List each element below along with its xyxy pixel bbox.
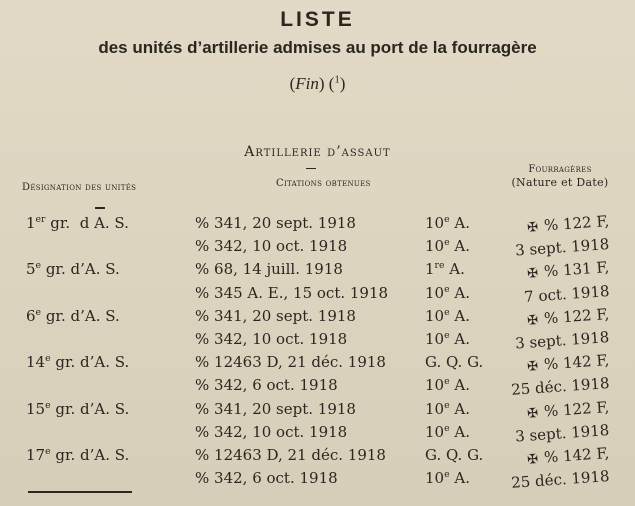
- army-unit: [425, 376, 470, 394]
- army-unit: [425, 400, 470, 418]
- unit-ordinal: e: [45, 353, 51, 365]
- unit-number: 14: [26, 353, 46, 372]
- army-number: 10: [425, 376, 445, 395]
- header-fourrageres-line1: Fourragères: [528, 164, 592, 175]
- fourragere-text: % 142 F,: [543, 351, 610, 374]
- army-number: 10: [425, 469, 445, 488]
- unit-designation: [26, 446, 129, 464]
- section-title: Artillerie d’assaut: [244, 144, 391, 160]
- unit-number: 15: [26, 399, 46, 418]
- fourragere: [514, 328, 609, 353]
- unit-ordinal: er: [35, 214, 46, 225]
- army-label: A.: [449, 283, 470, 302]
- citation: % 68, 14 juill. 1918: [195, 260, 343, 279]
- croix-de-guerre-icon: ✠: [526, 451, 539, 468]
- army-unit: [425, 423, 470, 441]
- fourragere: [526, 351, 609, 375]
- fourragere: [510, 467, 609, 492]
- army-unit: [425, 214, 470, 232]
- unit-name: gr. d’A. S.: [41, 306, 120, 325]
- army-number: G. Q. G.: [425, 353, 484, 372]
- army-label: A.: [449, 422, 470, 441]
- header-citations: Citations obtenues: [276, 178, 371, 189]
- fourragere-text: 3 sept. 1918: [514, 235, 610, 260]
- unit-name: gr. d’A. S.: [50, 446, 130, 464]
- page-subtitle: des unités d’artillerie admises au port de la fourragère: [98, 38, 537, 57]
- unit-designation: [26, 400, 129, 418]
- fourragere: [526, 305, 609, 329]
- army-ordinal: e: [444, 283, 450, 295]
- citation: % 341, 20 sept. 1918: [195, 306, 356, 325]
- unit-designation: [26, 260, 120, 278]
- fourragere: [523, 282, 610, 306]
- citation: % 345 A. E., 15 oct. 1918: [195, 283, 389, 302]
- army-number: 10: [425, 283, 445, 302]
- continuation-note: (Fin) ($^1$): [289, 74, 346, 93]
- unit-designation: [26, 353, 129, 371]
- unit-designation: [26, 307, 120, 325]
- fourragere-text: % 122 F,: [543, 304, 610, 328]
- fourragere-text: % 122 F,: [543, 397, 610, 421]
- citation: % 12463 D, 21 déc. 1918: [195, 446, 386, 464]
- header-units: Désignation des unités: [22, 182, 137, 193]
- unit-name: gr. d’A. S.: [50, 399, 130, 418]
- army-number: 10: [425, 214, 445, 232]
- army-ordinal: e: [444, 237, 450, 249]
- army-number: 10: [425, 306, 445, 325]
- army-unit: [425, 237, 470, 255]
- fourragere: [514, 421, 609, 446]
- army-label: A.: [449, 376, 470, 395]
- army-unit: [425, 284, 470, 302]
- citation: % 342, 10 oct. 1918: [195, 422, 348, 441]
- fourragere-text: % 131 F,: [543, 258, 610, 281]
- header-fourrageres-line2: (Nature et Date): [511, 176, 609, 189]
- army-number: 1: [425, 260, 435, 279]
- page-title: LISTE: [280, 8, 355, 31]
- unit-ordinal: e: [45, 399, 51, 411]
- army-number: G. Q. G.: [425, 446, 484, 464]
- army-ordinal: e: [444, 399, 450, 411]
- citation: % 341, 20 sept. 1918: [195, 214, 356, 232]
- army-unit: [425, 260, 465, 278]
- unit-name: gr. d A. S.: [45, 214, 129, 232]
- army-ordinal: re: [434, 260, 445, 272]
- army-label: A.: [449, 214, 470, 232]
- army-number: 10: [425, 237, 445, 256]
- croix-de-guerre-icon: ✠: [526, 405, 539, 422]
- unit-number: 6: [26, 306, 36, 325]
- footnote-ref: 1: [334, 74, 340, 86]
- unit-number: 1: [26, 214, 36, 232]
- unit-name: gr. d’A. S.: [50, 353, 130, 372]
- army-label: A.: [449, 237, 470, 256]
- unit-ordinal: e: [35, 260, 42, 272]
- header-fourrageres: [500, 163, 620, 189]
- fourragere-text: 25 déc. 1918: [510, 467, 610, 493]
- citation: % 342, 6 oct. 1918: [195, 469, 338, 488]
- army-label: A.: [449, 306, 470, 325]
- fourragere-text: % 142 F,: [543, 444, 610, 467]
- citation: % 342, 6 oct. 1918: [195, 376, 338, 395]
- fin-label: Fin: [295, 74, 319, 93]
- army-unit: [425, 330, 470, 348]
- citation: % 12463 D, 21 déc. 1918: [195, 353, 386, 372]
- army-unit: [425, 307, 470, 325]
- army-label: A.: [449, 330, 470, 348]
- army-ordinal: e: [444, 214, 450, 225]
- fourragere: [526, 444, 609, 468]
- section-divider: [306, 168, 316, 169]
- army-unit: [425, 353, 483, 371]
- fourragere-text: 3 sept. 1918: [514, 420, 610, 446]
- fourragere: [514, 235, 609, 260]
- croix-de-guerre-icon: ✠: [526, 266, 539, 283]
- army-unit: [425, 446, 483, 464]
- army-number: 10: [425, 330, 445, 348]
- croix-de-guerre-icon: ✠: [526, 219, 539, 236]
- unit-number: 17: [26, 446, 46, 464]
- army-ordinal: e: [444, 306, 450, 318]
- army-number: 10: [425, 422, 445, 441]
- army-ordinal: e: [444, 376, 450, 388]
- army-label: A.: [444, 260, 465, 279]
- citation: % 342, 10 oct. 1918: [195, 330, 348, 348]
- army-number: 10: [425, 399, 445, 418]
- fourragere-text: 25 déc. 1918: [510, 374, 610, 400]
- unit-designation: [26, 214, 129, 232]
- unit-ordinal: e: [35, 306, 42, 318]
- unit-dash: [95, 207, 105, 209]
- fourragere: [526, 398, 609, 422]
- unit-number: 5: [26, 260, 36, 279]
- croix-de-guerre-icon: ✠: [526, 359, 539, 375]
- citation: % 342, 10 oct. 1918: [195, 237, 348, 256]
- fourragere: [526, 212, 609, 236]
- unit-name: gr. d’A. S.: [41, 260, 120, 279]
- fourragere-text: 3 sept. 1918: [514, 328, 610, 353]
- army-label: A.: [449, 469, 470, 488]
- army-ordinal: e: [444, 469, 450, 481]
- croix-de-guerre-icon: ✠: [526, 312, 539, 329]
- army-ordinal: e: [444, 422, 450, 434]
- fourragere-text: % 122 F,: [543, 212, 610, 235]
- fourragere: [526, 258, 609, 282]
- fourragere: [510, 374, 609, 399]
- unit-ordinal: e: [45, 446, 51, 457]
- citation: % 341, 20 sept. 1918: [195, 399, 356, 418]
- footnote-rule: [28, 491, 132, 493]
- fourragere-text: 7 oct. 1918: [523, 281, 610, 306]
- army-ordinal: e: [444, 330, 450, 341]
- army-label: A.: [449, 399, 470, 418]
- army-unit: [425, 469, 470, 487]
